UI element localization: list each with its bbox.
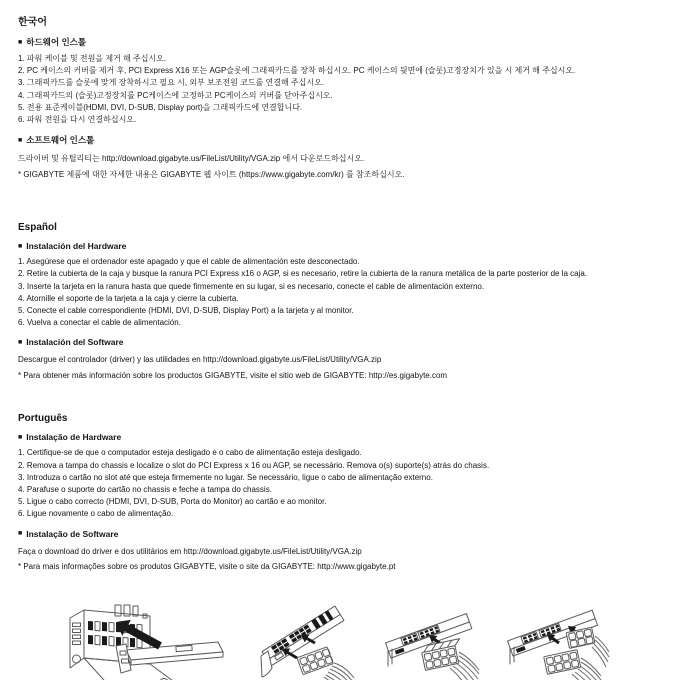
install-step: 3. Inserte la tarjeta en la ranura hasta que quede firmemente en su lugar, si es necesario, conecte el cable de alimentación externo. xyxy=(18,281,485,291)
install-step: 2. Retire la cubierta de la caja y busque la ranura PCI Express x16 o AGP, si es necesario, retire la cubierta de la ranura metálica de la parte posterior de la caja. xyxy=(18,269,588,279)
square-bullet-icon: ■ xyxy=(18,530,23,538)
install-step: 4. Atornille el soporte de la tarjeta a la caja y cierre la cubierta. xyxy=(18,293,239,303)
install-step: 3. 그래픽카드를 슬롯에 맞게 장착하시고 필요 시, 외부 보조전원 코드를 연결해 주십시오. xyxy=(18,78,325,88)
software-install-heading xyxy=(18,134,672,146)
section-portuguese xyxy=(18,413,672,574)
software-install-heading xyxy=(18,529,672,539)
language-title: Español xyxy=(18,222,57,234)
hardware-install-heading xyxy=(18,432,672,442)
install-step: 4. Parafuse o suporte do cartão no chassis e feche a tampa do chassis. xyxy=(18,485,272,495)
software-install-heading-label: Instalación del Software xyxy=(26,337,124,348)
figure-install-card-into-case-illustration xyxy=(58,602,233,680)
install-step: 5. Conecte el cable correspondiente (HDMI, DVI, D-SUB, Display Port) a la tarjeta y al monitor. xyxy=(18,306,354,316)
install-step: 2. PC 케이스의 커버를 제거 후, PCI Express X16 또는 AGP슬롯에 그래픽카드를 장착 하십시오. PC 케이스의 뒷면에 (슬롯)고정장치가 있을 시 제거 해 주십시오. xyxy=(18,66,576,76)
hardware-install-heading-label: 하드웨어 인스톨 xyxy=(26,37,87,47)
install-step: 1. Certifique-se de que o computador esteja desligado e o cabo de alimentação esteja desligado. xyxy=(18,448,362,458)
language-title: 한국어 xyxy=(18,17,47,28)
square-bullet-icon: ■ xyxy=(18,338,23,346)
section-korean xyxy=(18,13,672,182)
install-step: 4. 그래픽카드의 (슬롯)고정장치를 PC케이스에 고정하고 PC케이스의 커버를 닫아주십시오. xyxy=(18,90,333,100)
illustration-row xyxy=(58,602,672,680)
hardware-install-heading-label: Instalação de Hardware xyxy=(26,432,122,443)
square-bullet-icon: ■ xyxy=(18,38,23,46)
note-line: * Para obtener más información sobre los productos GIGABYTE, visite el sitio web de GIGABYTE: http://es.gigabyte.com xyxy=(18,370,448,380)
software-install-heading-label: Instalação de Software xyxy=(26,528,119,539)
install-step: 6. Vuelva a conectar el cable de alimentación. xyxy=(18,318,181,328)
install-step: 5. Ligue o cabo correcto (HDMI, DVI, D-SUB, Porta do Monitor) ao cartão e ao monitor. xyxy=(18,497,327,507)
hardware-install-heading xyxy=(18,241,672,251)
figure-connect-power-connector-a-illustration xyxy=(257,604,357,680)
install-step: 2. Remova a tampa do chassis e localize o slot do PCI Express x 16 ou AGP, se necessário. Remova o(s) suporte(s) atrás do chasis. xyxy=(18,460,490,470)
install-step: 3. Introduza o cartão no slot até que esteja firmemente no lugar. Se necessário, ligue o cabo de alimentação externo. xyxy=(18,472,433,482)
square-bullet-icon: ■ xyxy=(18,136,23,144)
install-step: 1. 파워 케이블 및 전원을 제거 해 주십시오. xyxy=(18,54,167,63)
download-line: Descargue el controlador (driver) y las utilidades en http://download.gigabyte.us/FileList/Utility/VGA.zip xyxy=(18,355,382,365)
software-install-heading-label: 소프트웨어 인스톨 xyxy=(26,135,95,146)
language-title: Português xyxy=(18,413,68,425)
install-step: 6. 파워 전원을 다시 연결하십시오. xyxy=(18,115,137,125)
install-step: 1. Asegúrese que el ordenador este apagado y que el cable de alimentación este desconectado. xyxy=(18,257,360,267)
install-step: 5. 전용 표준케이블(HDMI, DVI, D-SUB, Display port)을 그래픽카드에 연결합니다. xyxy=(18,102,303,112)
section-spanish xyxy=(18,222,672,383)
hardware-install-heading xyxy=(18,36,672,48)
square-bullet-icon: ■ xyxy=(18,242,23,250)
note-line: * GIGABYTE 제품에 대한 자세한 내용은 GIGABYTE 웹 사이트 (https://www.gigabyte.com/kr) 를 참조하십시오. xyxy=(18,169,405,179)
note-line: * Para mais informações sobre os produtos GIGABYTE, visite o site da GIGABYTE: http://www.gigabyte.pt xyxy=(18,562,396,572)
figure-connect-power-connector-c-illustration xyxy=(505,604,610,680)
download-line: 드라이버 및 유틸리티는 http://download.gigabyte.us/FileList/Utility/VGA.zip 에서 다운로드하십시오. xyxy=(18,154,365,164)
software-install-heading xyxy=(18,337,672,347)
download-line: Faça o download do driver e dos utilitários em http://download.gigabyte.us/FileList/Utility/VGA.zip xyxy=(18,546,362,556)
figure-connect-power-connector-b-illustration xyxy=(381,604,481,680)
square-bullet-icon: ■ xyxy=(18,433,23,441)
hardware-install-heading-label: Instalación del Hardware xyxy=(26,241,127,252)
install-step: 6. Ligue novamente o cabo de alimentação. xyxy=(18,509,174,519)
